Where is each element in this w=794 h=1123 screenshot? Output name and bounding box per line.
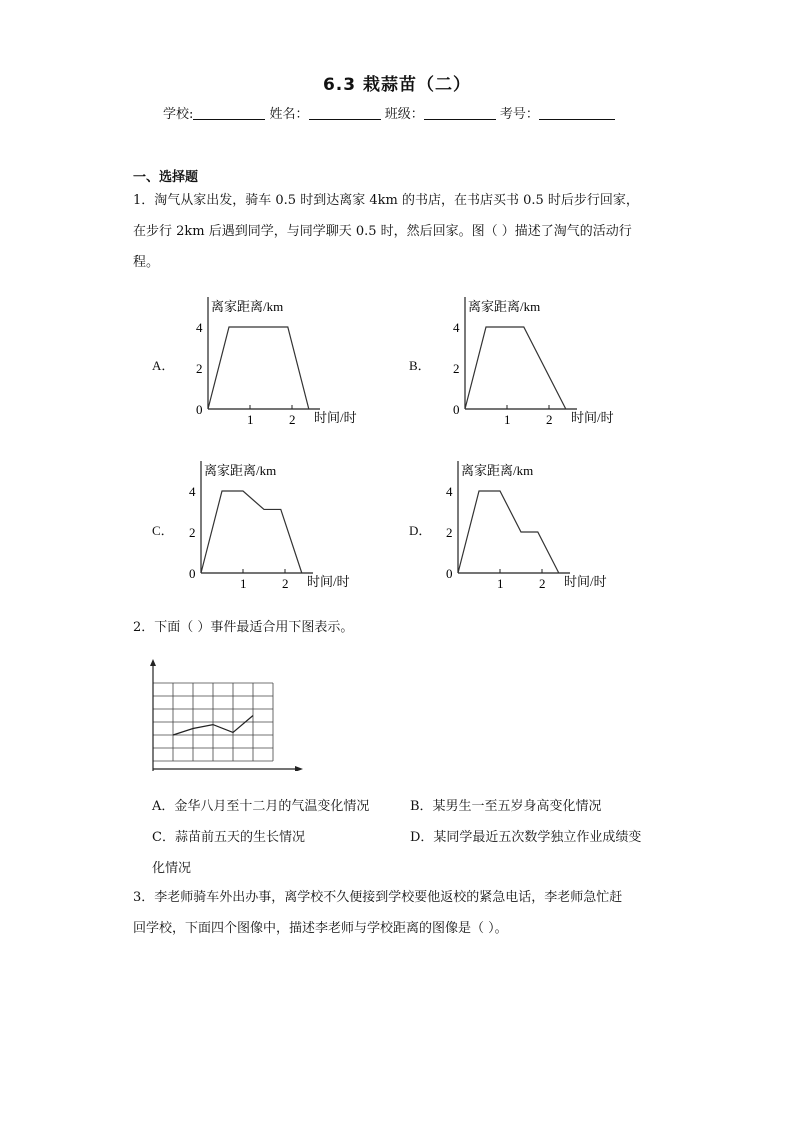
y-tick-label: 4 [453, 320, 460, 335]
number-label: 考号： [499, 107, 539, 122]
y-tick-label: 4 [189, 484, 196, 499]
name-blank[interactable] [309, 107, 381, 120]
name-label: 姓名： [269, 107, 309, 122]
option-d-label[interactable]: D． [409, 523, 432, 538]
y-axis-label: 离家距离/km [468, 299, 541, 314]
x-tick-label: 2 [546, 412, 553, 427]
distance-line [458, 491, 559, 573]
x-tick-label: 2 [282, 576, 289, 591]
x-tick-label: 1 [504, 412, 511, 427]
class-label: 班级： [384, 107, 424, 122]
x-axis-arrow [295, 766, 303, 771]
y-axis-label: 离家距离/km [461, 463, 534, 478]
q2-option-d[interactable]: D．某同学最近五次数学独立作业成绩变 [410, 830, 642, 845]
question-line: 3．李老师骑车外出办事，离学校不久便接到学校要他返校的紧急电话，李老师急忙赶 [133, 890, 623, 905]
x-axis-label: 时间/时 [314, 410, 357, 425]
distance-graph-d [425, 456, 625, 596]
q2-option-a[interactable]: A．金华八月至十二月的气温变化情况 [152, 799, 370, 814]
question-line: 回学校，下面四个图像中，描述李老师与学校距离的图像是（ ）。 [133, 921, 508, 936]
y-tick-label: 0 [196, 402, 203, 417]
question-1-text [133, 185, 639, 278]
y-axis-arrow [150, 659, 156, 666]
x-axis-label: 时间/时 [307, 574, 350, 589]
y-tick-label: 0 [189, 566, 196, 581]
distance-graph-c [168, 456, 368, 596]
section-heading: 一、选择题 [133, 170, 199, 185]
x-axis-label: 时间/时 [571, 410, 614, 425]
y-tick-label: 2 [446, 525, 453, 540]
option-c-label[interactable]: C． [152, 523, 174, 538]
y-tick-label: 0 [446, 566, 453, 581]
school-label: 学校: [163, 107, 194, 122]
x-tick-label: 2 [289, 412, 296, 427]
y-tick-label: 2 [189, 525, 196, 540]
x-tick-label: 2 [539, 576, 546, 591]
q2-option-b[interactable]: B．某男生一至五岁身高变化情况 [410, 799, 602, 814]
option-a-label[interactable]: A． [152, 358, 175, 373]
question-2-text: 2．下面（ ）事件最适合用下图表示。 [133, 620, 354, 635]
y-tick-label: 2 [196, 361, 203, 376]
x-axis-label: 时间/时 [564, 574, 607, 589]
y-tick-label: 0 [453, 402, 460, 417]
q2-option-d-cont: 化情况 [152, 861, 192, 876]
question-line: 在步行 2km 后遇到同学，与同学聊天 0.5 时，然后回家。图（ ）描述了淘气的活动行 [133, 224, 632, 239]
distance-line [208, 327, 309, 409]
q2-option-c[interactable]: C．蒜苗前五天的生长情况 [152, 830, 305, 845]
student-info [163, 103, 615, 122]
school-blank[interactable] [193, 107, 265, 120]
x-tick-label: 1 [247, 412, 254, 427]
x-tick-label: 1 [497, 576, 504, 591]
distance-line [465, 327, 566, 409]
x-tick-label: 1 [240, 576, 247, 591]
y-tick-label: 4 [196, 320, 203, 335]
question-line: 1．淘气从家出发，骑车 0.5 时到达离家 4km 的书店，在书店买书 0.5 时后步行回家， [133, 193, 639, 208]
distance-line [201, 491, 302, 573]
y-axis-label: 离家距离/km [204, 463, 277, 478]
y-axis-label: 离家距离/km [211, 299, 284, 314]
distance-graph-a [175, 292, 375, 432]
class-blank[interactable] [424, 107, 496, 120]
y-tick-label: 2 [453, 361, 460, 376]
question-3-text [133, 882, 622, 944]
option-b-label[interactable]: B． [409, 358, 431, 373]
page-title: 6.3 栽蒜苗（二） [322, 75, 472, 95]
line-grid-chart [140, 656, 310, 771]
question-line: 程。 [133, 255, 160, 270]
y-tick-label: 4 [446, 484, 453, 499]
number-blank[interactable] [539, 107, 615, 120]
distance-graph-b [432, 292, 632, 432]
